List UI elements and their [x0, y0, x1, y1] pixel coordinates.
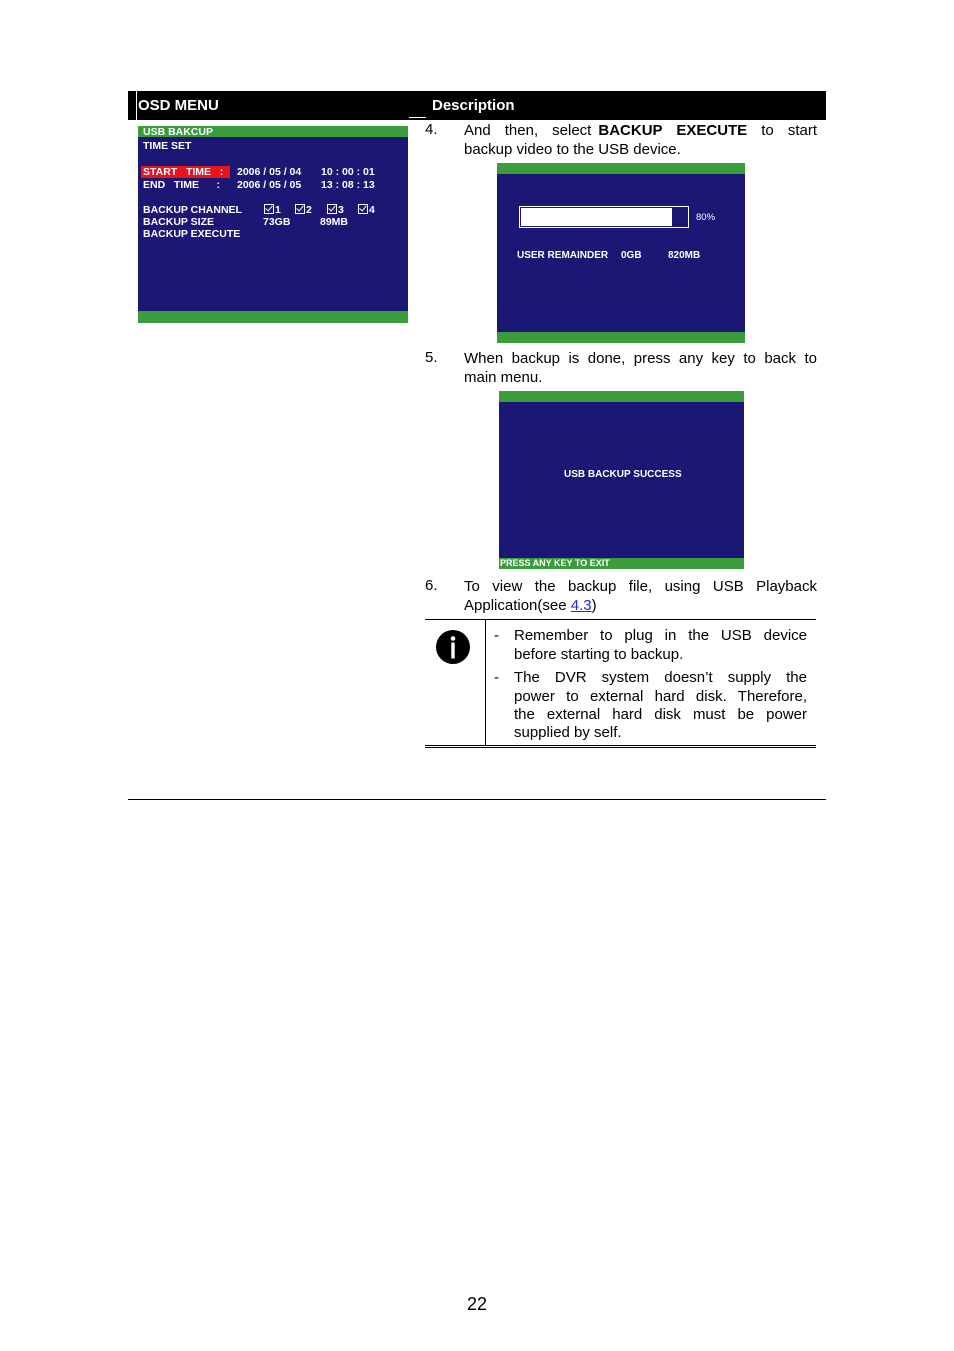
note-item-2-line4: supplied by self. — [514, 724, 622, 741]
backup-size-gb: 73GB — [263, 216, 291, 228]
note-item-1-line2: before starting to backup. — [514, 646, 684, 663]
info-icon — [436, 630, 470, 664]
time-set-label: TIME SET — [143, 140, 192, 152]
step-6-line2: Application(see 4.3) — [464, 597, 597, 614]
header-divider — [136, 91, 137, 120]
note-divider — [485, 620, 486, 746]
progress-percent: 80% — [696, 212, 716, 223]
page-bottom-rule — [128, 799, 826, 800]
note-item-1-line1: Remember to plug in the USB device — [514, 627, 807, 644]
step-5-line1: When backup is done, press any key to back to — [464, 350, 817, 367]
start-date: 2006 / 05 / 04 — [237, 166, 302, 178]
backup-execute-item: BACKUP EXECUTE — [143, 228, 241, 240]
end-date: 2006 / 05 / 05 — [237, 179, 302, 191]
note-bottom-rule — [425, 745, 816, 748]
progress-bar-fill — [521, 208, 672, 226]
note-item-2-dash: - — [494, 669, 499, 686]
success-title-bar — [499, 391, 744, 402]
user-remainder-gb: 0GB — [621, 250, 642, 261]
header-separator — [409, 117, 426, 118]
note-item-2-line1: The DVR system doesn’t supply the — [514, 669, 807, 686]
user-remainder-mb: 820MB — [668, 250, 701, 261]
usb-backup-success-message: USB BACKUP SUCCESS — [564, 469, 682, 480]
progress-bar — [519, 206, 689, 228]
step-4-line2: backup video to the USB device. — [464, 141, 681, 158]
osd-title: USB BAKCUP — [143, 126, 214, 138]
checkbox-icon — [264, 204, 274, 214]
channel-2: 2 — [295, 204, 312, 216]
user-remainder-label: USER REMAINDER — [517, 250, 609, 261]
step-4-line1: And then, select BACKUP EXECUTE to start — [464, 122, 817, 139]
osd-footer-bar — [138, 311, 408, 323]
channel-3: 3 — [327, 204, 344, 216]
press-any-key-label: PRESS ANY KEY TO EXIT — [500, 558, 610, 568]
note-item-2-line2: power to external hard disk. Therefore, — [514, 688, 807, 705]
step-5-number: 5. — [425, 349, 438, 366]
osd-usb-backup-screen — [138, 126, 408, 323]
channel-4: 4 — [358, 204, 375, 216]
note-top-rule — [425, 619, 816, 620]
end-time: 13 : 08 : 13 — [321, 179, 375, 191]
step-6-number: 6. — [425, 577, 438, 594]
table-header — [128, 91, 826, 120]
header-osd-menu: OSD MENU — [138, 97, 219, 114]
note-item-2-line3: the external hard disk must be power — [514, 706, 807, 723]
progress-footer-bar — [497, 332, 745, 343]
osd-progress-screen — [497, 163, 745, 343]
checkbox-icon — [295, 204, 305, 214]
start-time: 10 : 00 : 01 — [321, 166, 375, 178]
checkbox-icon — [327, 204, 337, 214]
backup-size-mb: 89MB — [320, 216, 349, 228]
start-time-label: START TIME : — [143, 166, 224, 178]
step-6-line1: To view the backup file, using USB Playback — [464, 578, 817, 595]
progress-title-bar — [497, 163, 745, 174]
checkbox-icon — [358, 204, 368, 214]
page-number: 22 — [466, 1294, 488, 1314]
step-5-line2: main menu. — [464, 369, 543, 386]
step-4-number: 4. — [425, 121, 438, 138]
backup-channel-label: BACKUP CHANNEL — [143, 204, 242, 216]
header-description: Description — [432, 97, 515, 114]
channel-1: 1 — [264, 204, 281, 216]
backup-size-label: BACKUP SIZE — [143, 216, 214, 228]
osd-success-screen — [499, 391, 744, 569]
end-time-label: END TIME : — [143, 179, 221, 191]
note-item-1-dash: - — [494, 627, 499, 644]
section-4-3-link[interactable]: 4.3 — [570, 597, 592, 614]
